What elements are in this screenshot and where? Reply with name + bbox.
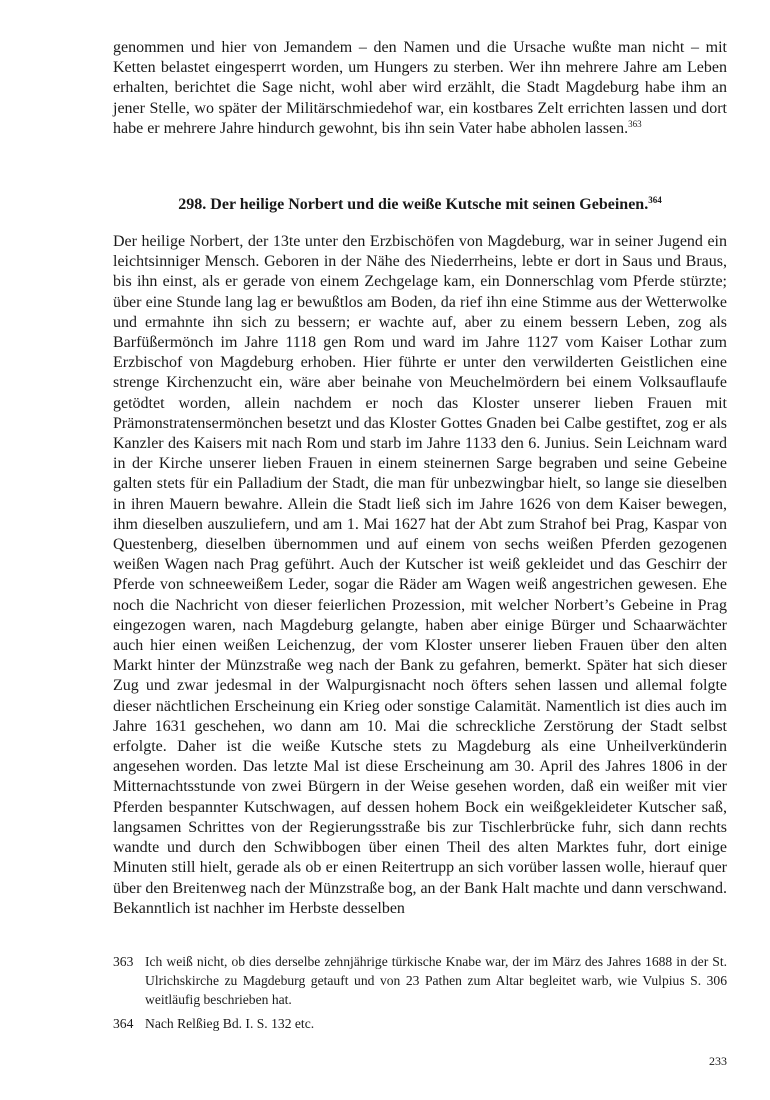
footnotes (113, 952, 727, 1038)
section-body-text: Der heilige Norbert, der 13te unter den Erzbischöfen von Magdeburg, war in seiner Jugend ein leichtsinniger Mensch. Geboren in der Nähe des Niederrheins, lebte er dort in Saus und Braus, bis ihn einst, als er gerade von einem Zechgelage kam, ein Donnerschlag vom Pferde stürzte; über eine Stunde lang lag er bewußtlos am Boden, da rief ihn eine Stimme aus der Wetterwolke und ermahnte ihn sich zu bessern; er wachte auf, aber zu einem bessern Leben, zog als Barfüßermönch im Jahre 1118 gen Rom und ward im Jahre 1127 vom Kaiser Lothar zum Erzbischof von Magdeburg erhoben. Hier führte er unter den verwilderten Geistlichen eine strenge Kirchenzucht ein, wäre aber beinahe von Meuchelmördern bei einem Volksauflaufe getödtet worden, allein nachdem er noch das Kloster unserer lieben Frauen mit Prämonstratensermönchen besetzt und das Kloster Gottes Gnaden bei Calbe gestiftet, zog er als Kanzler des Kaisers mit nach Rom und starb im Jahre 1133 den 6. Junius. Sein Leichnam ward in der Kirche unserer lieben Frauen in einem steinernen Sarge begraben und seine Gebeine galten stets für ein Palladium der Stadt, die man für unbezwingbar hielt, so lange sie dieselben in ihren Mauern bewahre. Allein die Stadt ließ sich im Jahre 1626 von dem Kaiser bewegen, ihm dieselben auszuliefern, und am 1. Mai 1627 hat der Abt zum Strahof bei Prag, Kaspar von Questenberg, dieselben übernommen und auf einem von sechs weißen Pferden gezogenen weißen Wagen nach Prag geführt. Auch der Kutscher ist weiß gekleidet und das Geschirr der Pferde von schneeweißem Leder, sogar die Räder am Wagen weiß angestrichen gewesen. Ehe noch die Nachricht von dieser feierlichen Prozession, mit welcher Norbert’s Gebeine in Prag eingezogen waren, nach Magdeburg gelangte, haben aber einige Bürger und Schaarwächter auch hier einen weißen Leichenzug, der vom Kloster unserer lieben Frauen über den alten Markt hinter der Münzstraße weg nach der Bank zu gefahren, bemerkt. Später hat sich dieser Zug und zwar jedesmal in der Walpurgisnacht noch öfters sehen lassen und allemal folgte dieser nächtlichen Erscheinung ein Krieg oder sonstige Calamität. Namentlich ist dies auch im Jahre 1631 geschehen, wo dann am 10. Mai die schreckliche Zerstörung der Stadt selbst erfolgte. Daher ist die weiße Kutsche stets zu Magdeburg als eine Unheilverkünderin angesehen worden. Das letzte Mal ist diese Erscheinung am 30. April des Jahres 1806 in der Mitternachtsstunde von zwei Bürgern in der Weise gesehen worden, daß ein weißer mit vier Pferden bespannter Kutschwagen, auf dessen hohem Bock ein weißgekleideter Kutscher saß, langsamen Schrittes von der Regierungsstraße bis zur Tischlerbrücke fuhr, sich dann rechts wandte und durch den Schwibbogen über einen Theil des alten Marktes fuhr, dort einige Minuten still hielt, gerade als ob er einen Reitertrupp an sich vorüber lassen wolle, hierauf quer über den Breitenweg nach der Münzstraße bog, an der Bank Halt machte und dann verschwand. Bekanntlich ist nachher im Herbste desselben (113, 233, 728, 917)
footnote-text: Ich weiß nicht, ob dies derselbe zehnjährige türkische Knabe war, der im März des Jahres 1688 in der St. Ulrichskirche zu Magdeburg getauft und von 23 Pathen zum Altar begleitet warb, wie Vulpius S. 306 weitläufig beschrieben hat. (145, 954, 727, 1007)
footnote-text: Nach Relßieg Bd. I. S. 132 etc. (145, 1016, 315, 1031)
footnote (113, 952, 727, 1009)
section-title: 298. Der heilige Norbert und die weiße Kutsche mit seinen Gebeinen. (178, 196, 649, 213)
page-number: 233 (709, 1054, 727, 1068)
section-heading (113, 194, 727, 216)
continuation-paragraph (113, 38, 727, 139)
footnote-number: 364 (113, 1016, 134, 1031)
footnote (113, 1014, 727, 1033)
footnote-ref-363[interactable]: 363 (628, 118, 642, 129)
footnote-ref-364[interactable]: 364 (648, 195, 662, 205)
footnote-number: 363 (113, 954, 134, 969)
continuation-text: genommen und hier von Jemandem – den Namen und die Ursache wußte man nicht – mit Ketten belastet eingesperrt worden, um Hungers zu sterben. Wer ihn mehrere Jahre am Leben erhalten, berichtet die Sage nicht, wohl aber wird erzählt, die Stadt Magdeburg habe ihm an jener Stelle, wo später der Militärschmiedehof war, ein kostbares Zelt errichten lassen und dort habe er mehrere Jahre hindurch gewohnt, bis ihn sein Vater habe abholen lassen. (113, 39, 727, 137)
section-body (113, 232, 727, 919)
